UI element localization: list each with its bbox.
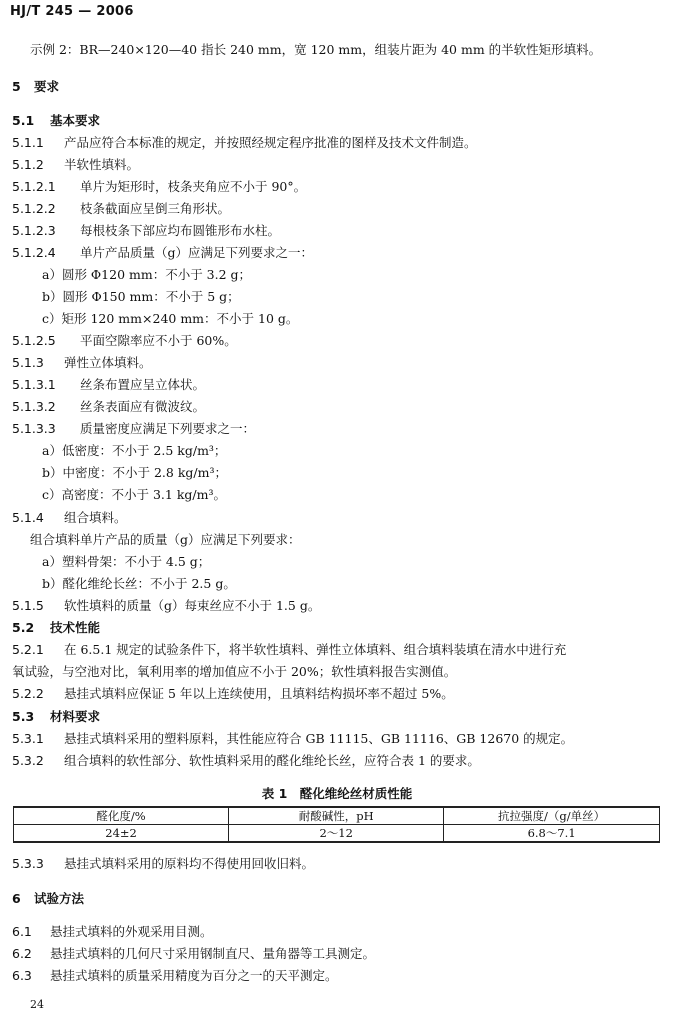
table-cell: 24±2 [14, 825, 229, 843]
clause-5-1-2-4 [12, 245, 313, 261]
section-number: 5.3 [12, 709, 35, 724]
clause-5-1-3-2 [12, 399, 205, 415]
clause-text: 组合填料的软性部分、软性填料采用的醛化维纶长丝，应符合表 1 的要求。 [64, 753, 480, 768]
list-item: b）圆形 Φ150 mm：不小于 5 g； [42, 289, 240, 304]
clause-number: 5.1.2.1 [12, 179, 56, 194]
document-code: HJ/T 245 — 2006 [10, 4, 134, 19]
clause-5-1-2-1 [12, 179, 306, 195]
clause-5-1-1 [12, 135, 477, 151]
clause-6-2 [12, 946, 375, 962]
section-number: 5.2 [12, 620, 35, 635]
paragraph: 组合填料单片产品的质量（g）应满足下列要求： [30, 532, 301, 547]
section-5-heading [12, 79, 59, 95]
section-5-3-heading [12, 709, 100, 725]
table-1-title: 表 1 醛化维纶丝材质性能 [261, 786, 413, 801]
clause-5-1-4 [12, 510, 127, 526]
clause-text: 弹性立体填料。 [64, 355, 152, 370]
clause-5-1-2-3 [12, 223, 280, 239]
table-row [14, 825, 660, 843]
list-item: a）圆形 Φ120 mm：不小于 3.2 g； [42, 267, 252, 282]
list-item: b）中密度：不小于 2.8 kg/m³； [42, 465, 227, 480]
clause-text: 半软性填料。 [64, 157, 140, 172]
clause-5-2-2 [12, 686, 454, 702]
clause-text: 每根枝条下部应均布圆锥形布水柱。 [80, 223, 281, 238]
clause-5-3-3 [12, 856, 314, 872]
clause-number: 5.3.1 [12, 731, 44, 746]
clause-text: 悬挂式填料采用的原料均不得使用回收旧料。 [64, 856, 315, 871]
clause-number: 5.1.3 [12, 355, 44, 370]
clause-text: 在 6.5.1 规定的试验条件下，将半软性填料、弹性立体填料、组合填料装填在清水中进行充 [64, 642, 567, 657]
table-cell: 2～12 [229, 825, 444, 843]
clause-number: 5.3.2 [12, 753, 44, 768]
list-item: b）醛化维纶长丝：不小于 2.5 g。 [42, 576, 236, 591]
clause-5-3-2 [12, 753, 480, 769]
section-5-2-heading [12, 620, 100, 636]
clause-number: 5.1.1 [12, 135, 44, 150]
table-header-row [14, 807, 660, 825]
clause-number: 6.1 [12, 924, 32, 939]
clause-5-1-2 [12, 157, 139, 173]
table-1 [13, 806, 660, 843]
clause-number: 5.1.2.5 [12, 333, 56, 348]
clause-6-3 [12, 968, 338, 984]
clause-text: 枝条截面应呈倒三角形状。 [80, 201, 231, 216]
clause-text: 产品应符合本标准的规定，并按照经规定程序批准的图样及技术文件制造。 [64, 135, 477, 150]
section-number: 5 [12, 79, 21, 94]
clause-number: 5.2.2 [12, 686, 44, 701]
list-item: a）塑料骨架：不小于 4.5 g； [42, 554, 211, 569]
clause-5-1-3-3 [12, 421, 255, 437]
clause-text: 丝条布置应呈立体状。 [80, 377, 206, 392]
example-2: 示例 2：BR—240×120—40 指长 240 mm，宽 120 mm，组装片距为 40 mm 的半软性矩形填料。 [30, 42, 602, 57]
clause-number: 5.1.2 [12, 157, 44, 172]
clause-5-3-1 [12, 731, 573, 747]
list-item: c）矩形 120 mm×240 mm：不小于 10 g。 [42, 311, 299, 326]
clause-number: 5.1.4 [12, 510, 44, 525]
clause-text: 平面空隙率应不小于 60%。 [80, 333, 237, 348]
section-number: 6 [12, 891, 21, 906]
clause-5-1-3 [12, 355, 152, 371]
clause-text: 悬挂式填料应保证 5 年以上连续使用，且填料结构损坏率不超过 5%。 [64, 686, 454, 701]
clause-text: 软性填料的质量（g）每束丝应不小于 1.5 g。 [64, 598, 321, 613]
page-number: 24 [30, 998, 44, 1011]
clause-text: 单片为矩形时，枝条夹角应不小于 90°。 [80, 179, 307, 194]
section-5-1-heading [12, 113, 100, 129]
clause-number: 5.1.2.4 [12, 245, 56, 260]
clause-5-1-2-5 [12, 333, 237, 349]
clause-text: 悬挂式填料的几何尺寸采用钢制直尺、量角器等工具测定。 [50, 946, 376, 961]
clause-text: 单片产品质量（g）应满足下列要求之一： [80, 245, 314, 260]
clause-text: 质量密度应满足下列要求之一： [80, 421, 256, 436]
clause-number: 5.1.3.3 [12, 421, 56, 436]
clause-5-1-3-1 [12, 377, 205, 393]
clause-number: 5.2.1 [12, 642, 44, 657]
list-item: c）高密度：不小于 3.1 kg/m³。 [42, 487, 226, 502]
clause-text: 丝条表面应有微波纹。 [80, 399, 206, 414]
section-title: 试验方法 [34, 891, 85, 906]
clause-5-1-5 [12, 598, 320, 614]
clause-number: 5.1.2.3 [12, 223, 56, 238]
clause-number: 6.2 [12, 946, 32, 961]
table-cell: 6.8～7.1 [444, 825, 660, 843]
list-item: a）低密度：不小于 2.5 kg/m³； [42, 443, 227, 458]
section-title: 技术性能 [50, 620, 101, 635]
clause-5-2-1-continuation: 氧试验，与空池对比，氧利用率的增加值应不小于 20%；软性填料报告实测值。 [12, 664, 457, 679]
clause-number: 6.3 [12, 968, 32, 983]
clause-number: 5.1.2.2 [12, 201, 56, 216]
clause-6-1 [12, 924, 213, 940]
clause-text: 组合填料。 [64, 510, 127, 525]
section-6-heading [12, 891, 84, 907]
clause-text: 悬挂式填料的质量采用精度为百分之一的天平测定。 [50, 968, 338, 983]
section-number: 5.1 [12, 113, 35, 128]
clause-text: 悬挂式填料采用的塑料原料，其性能应符合 GB 11115、GB 11116、GB 12670 的规定。 [64, 731, 574, 746]
table-header-cell: 耐酸碱性，pH [229, 807, 444, 825]
clause-number: 5.1.3.2 [12, 399, 56, 414]
section-title: 要求 [34, 79, 60, 94]
clause-number: 5.3.3 [12, 856, 44, 871]
clause-text: 悬挂式填料的外观采用目测。 [50, 924, 213, 939]
section-title: 基本要求 [50, 113, 101, 128]
table-header-cell: 醛化度/% [14, 807, 229, 825]
table-header-cell: 抗拉强度/（g/单丝） [444, 807, 660, 825]
clause-number: 5.1.5 [12, 598, 44, 613]
section-title: 材料要求 [50, 709, 101, 724]
clause-5-2-1 [12, 642, 566, 658]
clause-number: 5.1.3.1 [12, 377, 56, 392]
clause-5-1-2-2 [12, 201, 230, 217]
